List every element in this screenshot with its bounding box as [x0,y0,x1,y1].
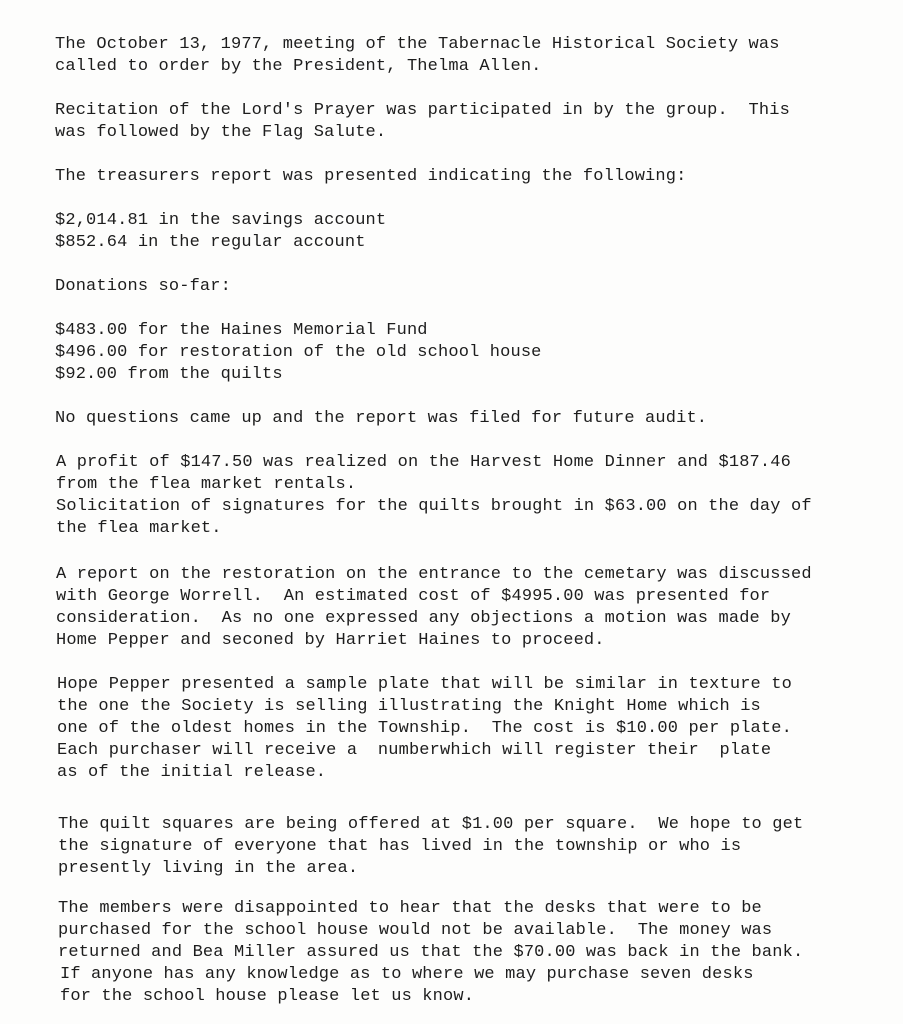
text-line: as of the initial release. [57,763,327,782]
text-line: If anyone has any knowledge as to where we may purchase seven desks [60,965,754,984]
text-line: $2,014.81 in the savings account [55,211,387,230]
text-line: returned and Bea Miller assured us that the $70.00 was back in the bank. [58,943,804,962]
text-line: one of the oldest homes in the Township. The cost is $10.00 per plate. [57,719,792,738]
text-line: Each purchaser will receive a numberwhich will register their plate [57,741,772,760]
text-line: the one the Society is selling illustrating the Knight Home which is [57,697,761,716]
text-line: No questions came up and the report was filed for future audit. [55,409,708,428]
text-line: Solicitation of signatures for the quilts brought in $63.00 on the day of [56,497,812,516]
text-line: Recitation of the Lord's Prayer was participated in by the group. This [55,101,790,120]
text-line: $852.64 in the regular account [55,233,366,252]
text-line: presently living in the area. [58,859,359,878]
text-line: purchased for the school house would not be available. The money was [58,921,773,940]
text-line: $496.00 for restoration of the old school house [55,343,542,362]
text-line: A profit of $147.50 was realized on the Harvest Home Dinner and $187.46 [56,453,791,472]
text-line: the flea market. [56,519,222,538]
text-line: The members were disappointed to hear that the desks that were to be [58,899,762,918]
text-line: with George Worrell. An estimated cost of $4995.00 was presented for [56,587,771,606]
text-line: consideration. As no one expressed any objections a motion was made by [56,609,791,628]
text-line: Home Pepper and seconed by Harriet Haines to proceed. [56,631,605,650]
text-line: The October 13, 1977, meeting of the Tabernacle Historical Society was [55,35,780,54]
text-line: $483.00 for the Haines Memorial Fund [55,321,428,340]
text-line: Donations so-far: [55,277,231,296]
text-line: A report on the restoration on the entrance to the cemetary was discussed [56,565,812,584]
text-line: for the school house please let us know. [60,987,475,1006]
text-line: from the flea market rentals. [56,475,357,494]
text-line: Hope Pepper presented a sample plate that will be similar in texture to [57,675,792,694]
text-line: The treasurers report was presented indicating the following: [55,167,687,186]
text-line: was followed by the Flag Salute. [55,123,387,142]
text-line: called to order by the President, Thelma Allen. [55,57,542,76]
text-line: The quilt squares are being offered at $1.00 per square. We hope to get [58,815,804,834]
text-line: the signature of everyone that has lived in the township or who is [58,837,742,856]
text-line: $92.00 from the quilts [55,365,283,384]
